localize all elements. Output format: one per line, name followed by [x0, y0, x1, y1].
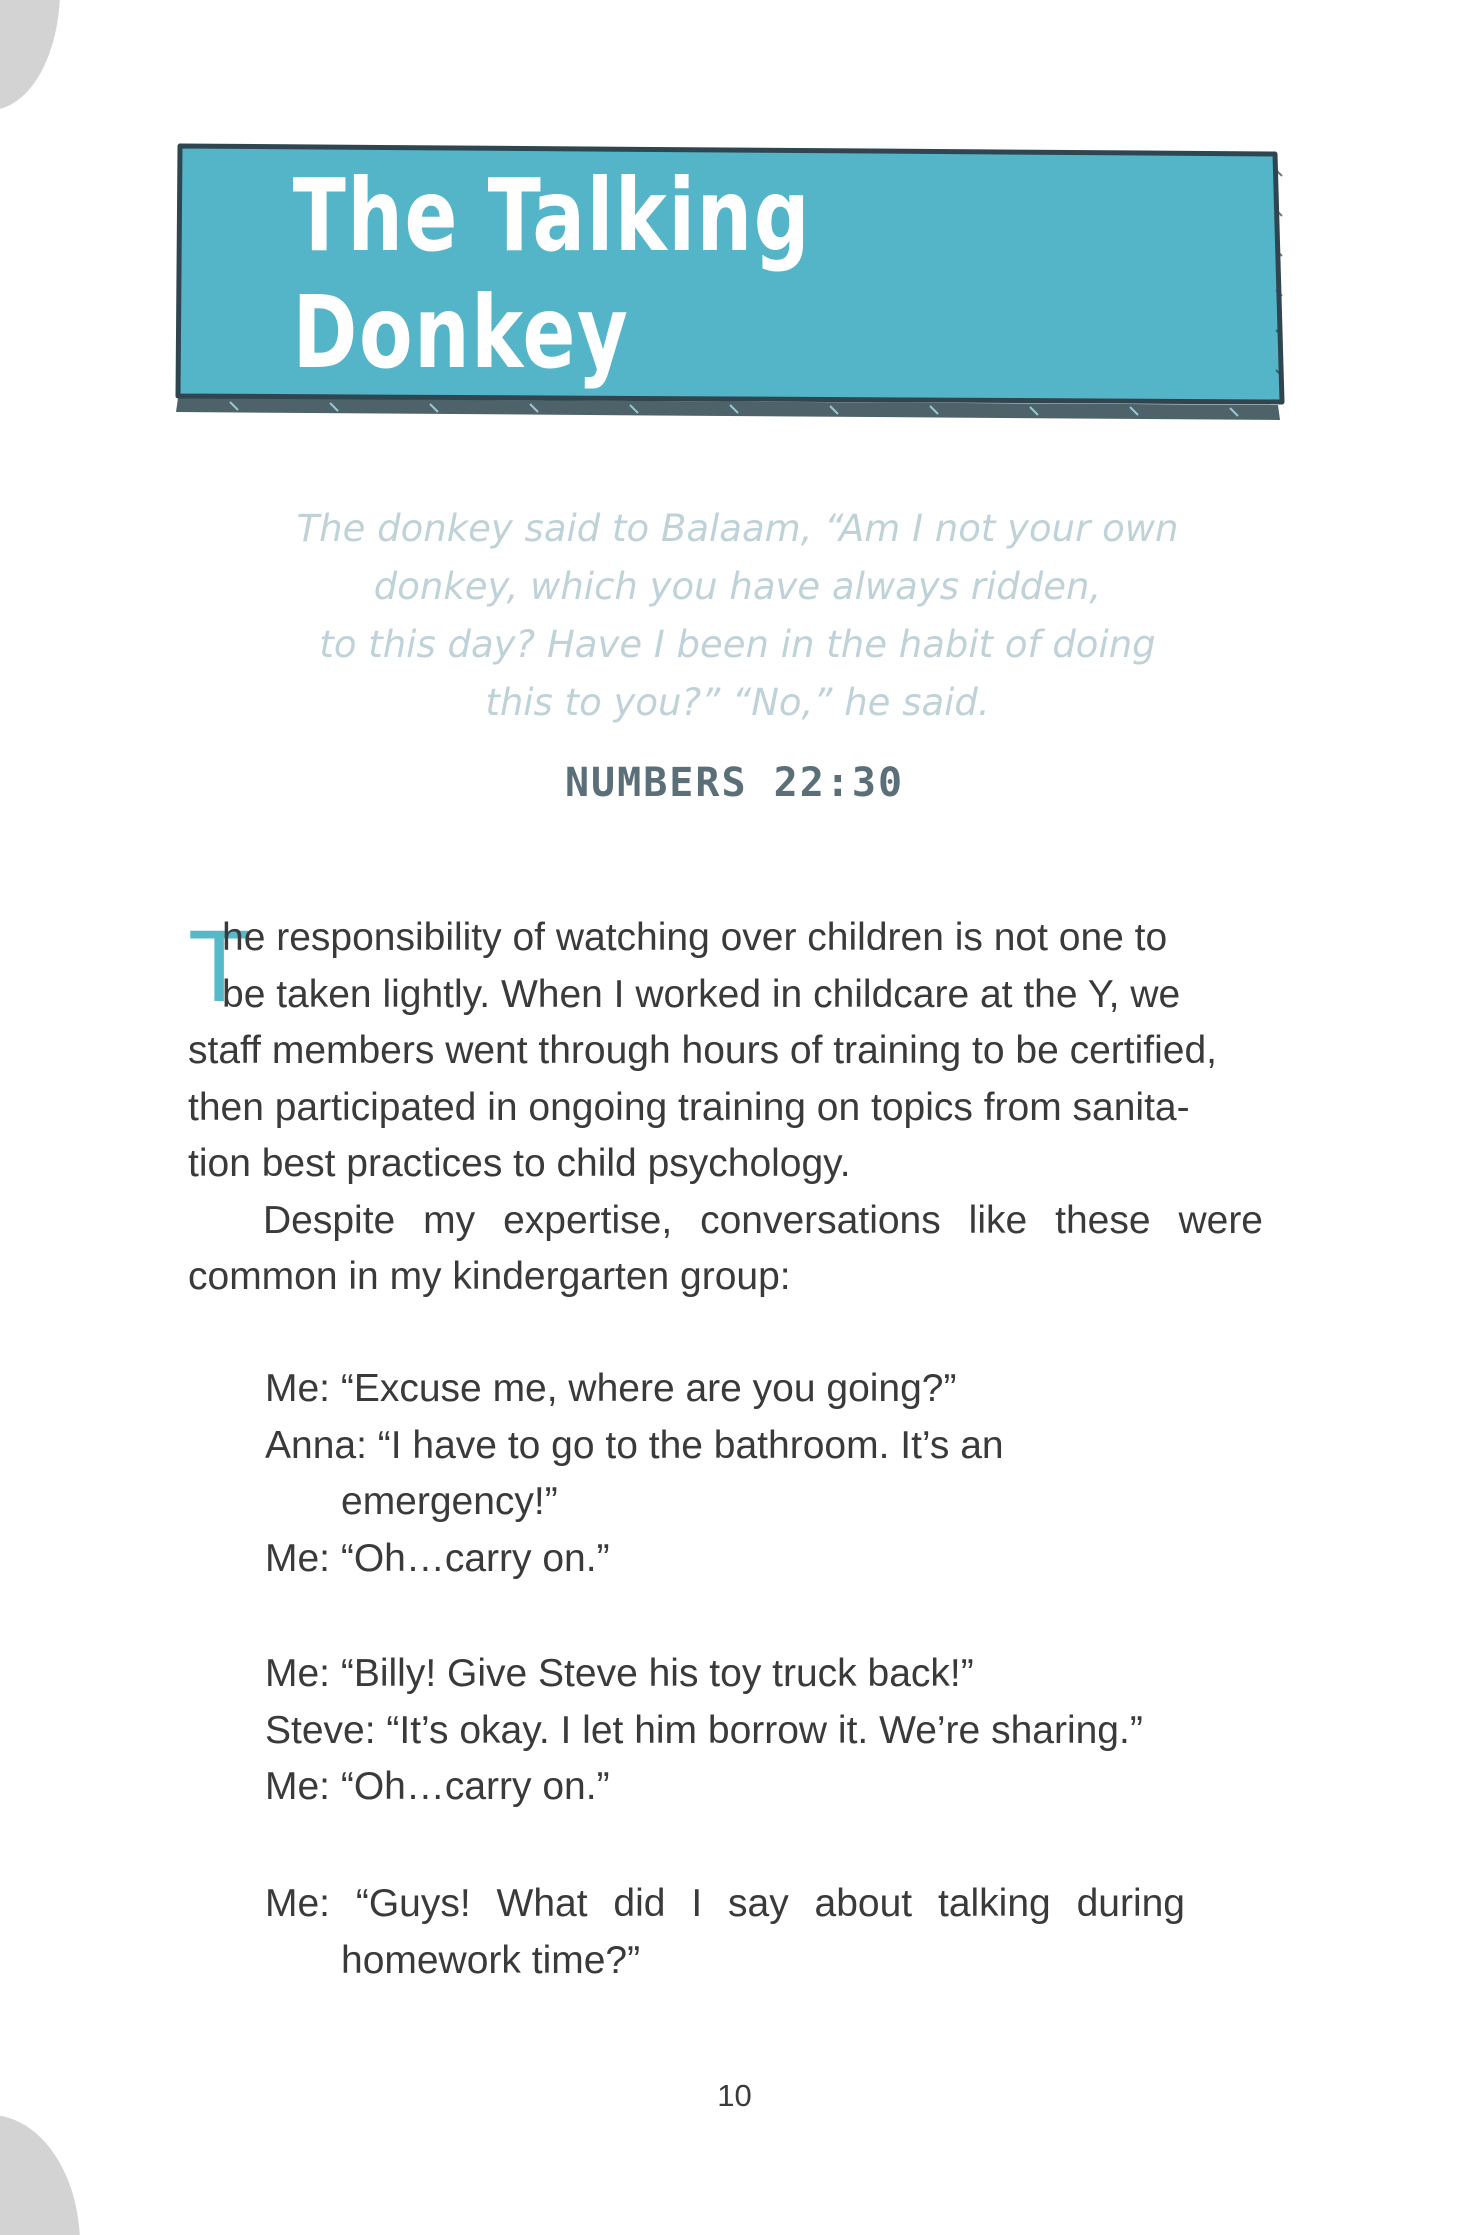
- dialogue-line: homework time?”: [341, 1938, 641, 1982]
- page-corner-shadow-top: [0, 0, 60, 110]
- dialogue-block: [265, 1646, 1185, 1816]
- text-line: be taken lightly. When I worked in childcare at the Y, we: [222, 972, 1181, 1016]
- epigraph-line: donkey, which you have always ridden,: [373, 565, 1102, 608]
- scripture-reference: NUMBERS 22:30: [564, 760, 905, 806]
- dialogue-block: [265, 1361, 1185, 1587]
- epigraph-line: to this day? Have I been in the habit of doing: [319, 623, 1156, 666]
- text-line: he responsibility of watching over children is not one to: [222, 916, 1168, 959]
- dialogue-line: Anna: “I have to go to the bathroom. It’s an: [265, 1423, 1004, 1467]
- dialogue-line: Me: “Oh…carry on.”: [265, 1536, 610, 1580]
- dialogue-line: Me: “Excuse me, where are you going?”: [265, 1367, 957, 1410]
- drop-cap: T: [188, 909, 251, 1023]
- text-line: staff members went through hours of training to be certified,: [188, 1029, 1217, 1072]
- epigraph-line: this to you?” “No,” he said.: [485, 681, 990, 724]
- page-corner-shadow-bottom: [0, 2115, 80, 2235]
- epigraph-quote: [220, 500, 1255, 732]
- text-line: then participated in ongoing training on topics from sanita-: [188, 1085, 1190, 1129]
- epigraph-line: The donkey said to Balaam, “Am I not your own: [296, 507, 1179, 550]
- dialogue-line: Me: “Billy! Give Steve his toy truck back!”: [265, 1652, 974, 1695]
- chapter-title: The Talking Donkey: [292, 157, 812, 391]
- dialogue-line: Me: “Guys! What did I say about talking during: [265, 1882, 1185, 1925]
- dialogue-line: Me: “Oh…carry on.”: [265, 1765, 610, 1808]
- chapter-title-banner: [170, 140, 1285, 420]
- body-text: [188, 910, 1263, 1306]
- paragraph-intro: [188, 910, 1263, 1193]
- dialogue-block: [265, 1876, 1185, 1989]
- dialogue-line: Steve: “It’s okay. I let him borrow it. We’re sharing.”: [265, 1708, 1143, 1752]
- paragraph-second: Despite my expertise, conversations like these were common in my kindergarten group:: [188, 1198, 1263, 1298]
- dialogue-line: emergency!”: [341, 1480, 558, 1523]
- page-number: 10: [717, 2078, 752, 2113]
- text-line: tion best practices to child psychology.: [188, 1142, 851, 1185]
